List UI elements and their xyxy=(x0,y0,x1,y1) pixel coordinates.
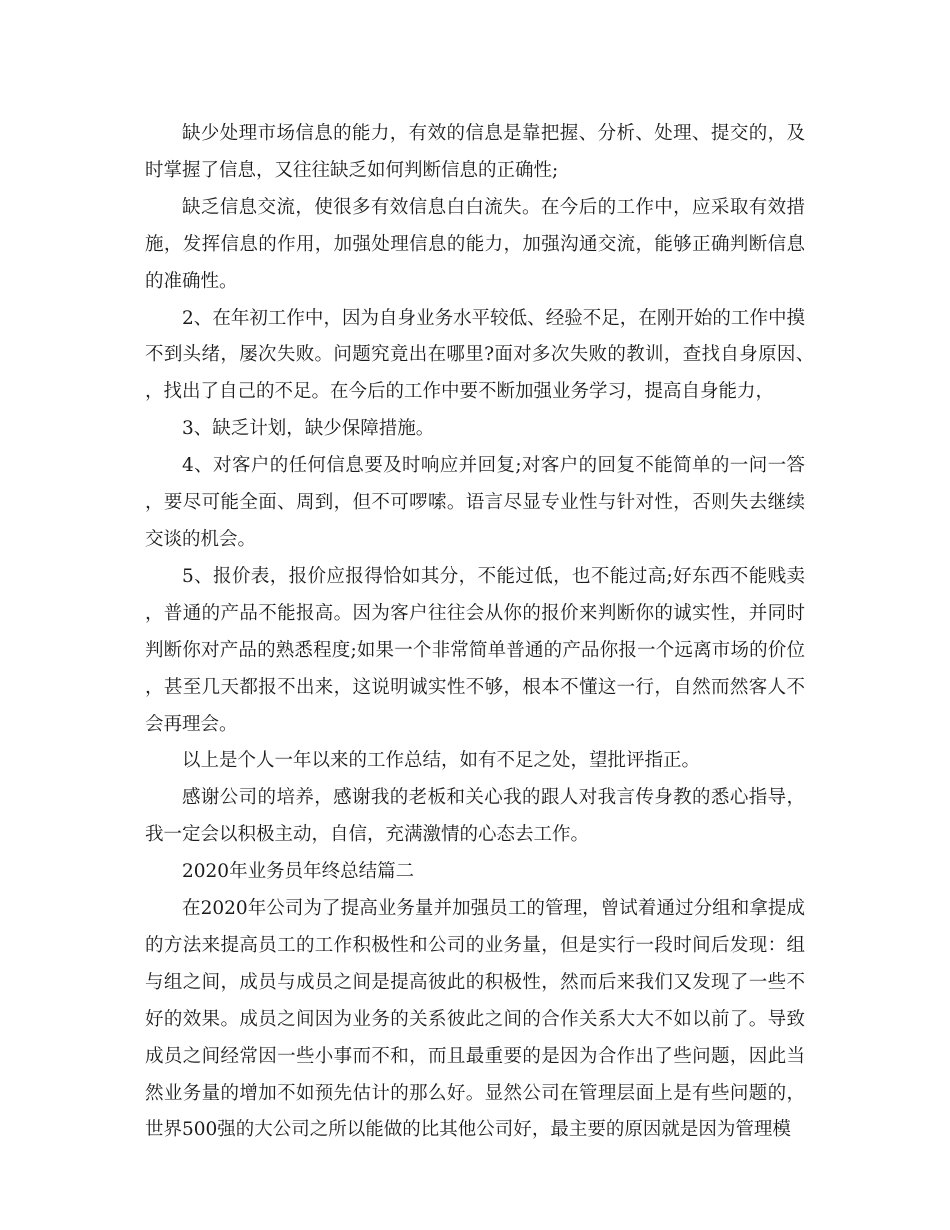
paragraph-section-two: 在2020年公司为了提高业务量并加强员工的管理，曾试着通过分组和拿提成的方法来提高员工的工作积极性和公司的业务量，但是实行一段时间后发现：组与组之间，成员与成员之间是提高彼此的积极性，然而后来我们又发现了一些不好的效果。成员之间因为业务的关系彼此之间的合作关系大大不如以前了。导致成员之间经常因一些小事而不和，而且最重要的是因为合作出了些问题，因此当然业务量的增加不如预先估计的那么好。显然公司在管理层面上是有些问题的，世界500强的大公司之所以能做的比其他公司好，最主要的原因就是因为管理模 xyxy=(145,898,805,1141)
paragraph-point-3: 3、缺乏计划，缺少保障措施。 xyxy=(182,418,435,440)
paragraph-point-2: 2、在年初工作中，因为自身业务水平较低、经验不足，在刚开始的工作中摸不到头绪，屡次失败。问题究竟出在哪里?面对多次失败的教训，查找自身原因、，找出了自己的不足。在今后的工作中要不断加强业务学习，提高自身能力， xyxy=(145,307,805,403)
paragraph-point-4: 4、对客户的任何信息要及时响应并回复;对客户的回复不能简单的一问一答，要尽可能全面、周到，但不可啰嗦。语言尽显专业性与针对性，否则失去继续交谈的机会。 xyxy=(145,455,805,550)
paragraph-thanks: 感谢公司的培养，感谢我的老板和关心我的跟人对我言传身教的悉心指导，我一定会以积极主动，自信，充满激情的心态去工作。 xyxy=(145,787,805,846)
section-heading: 2020年业务员年终总结篇二 xyxy=(182,861,415,883)
paragraph-summary: 以上是个人一年以来的工作总结，如有不足之处，望批评指正。 xyxy=(182,750,701,772)
document-body xyxy=(145,116,805,1149)
paragraph-info-exchange: 缺乏信息交流，使很多有效信息白白流失。在今后的工作中，应采取有效措施，发挥信息的作用，加强处理信息的能力，加强沟通交流，能够正确判断信息的准确性。 xyxy=(145,196,805,292)
paragraph-point-5: 5、报价表，报价应报得恰如其分，不能过低，也不能过高;好东西不能贱卖，普通的产品不能报高。因为客户往往会从你的报价来判断你的诚实性，并同时判断你对产品的熟悉程度;如果一个非常简单普通的产品你报一个远离市场的价位，甚至几天都报不出来，这说明诚实性不够，根本不懂这一行，自然而然客人不会再理会。 xyxy=(145,565,805,735)
paragraph-market-info: 缺少处理市场信息的能力，有效的信息是靠把握、分析、处理、提交的，及时掌握了信息，又往往缺乏如何判断信息的正确性; xyxy=(145,123,805,181)
